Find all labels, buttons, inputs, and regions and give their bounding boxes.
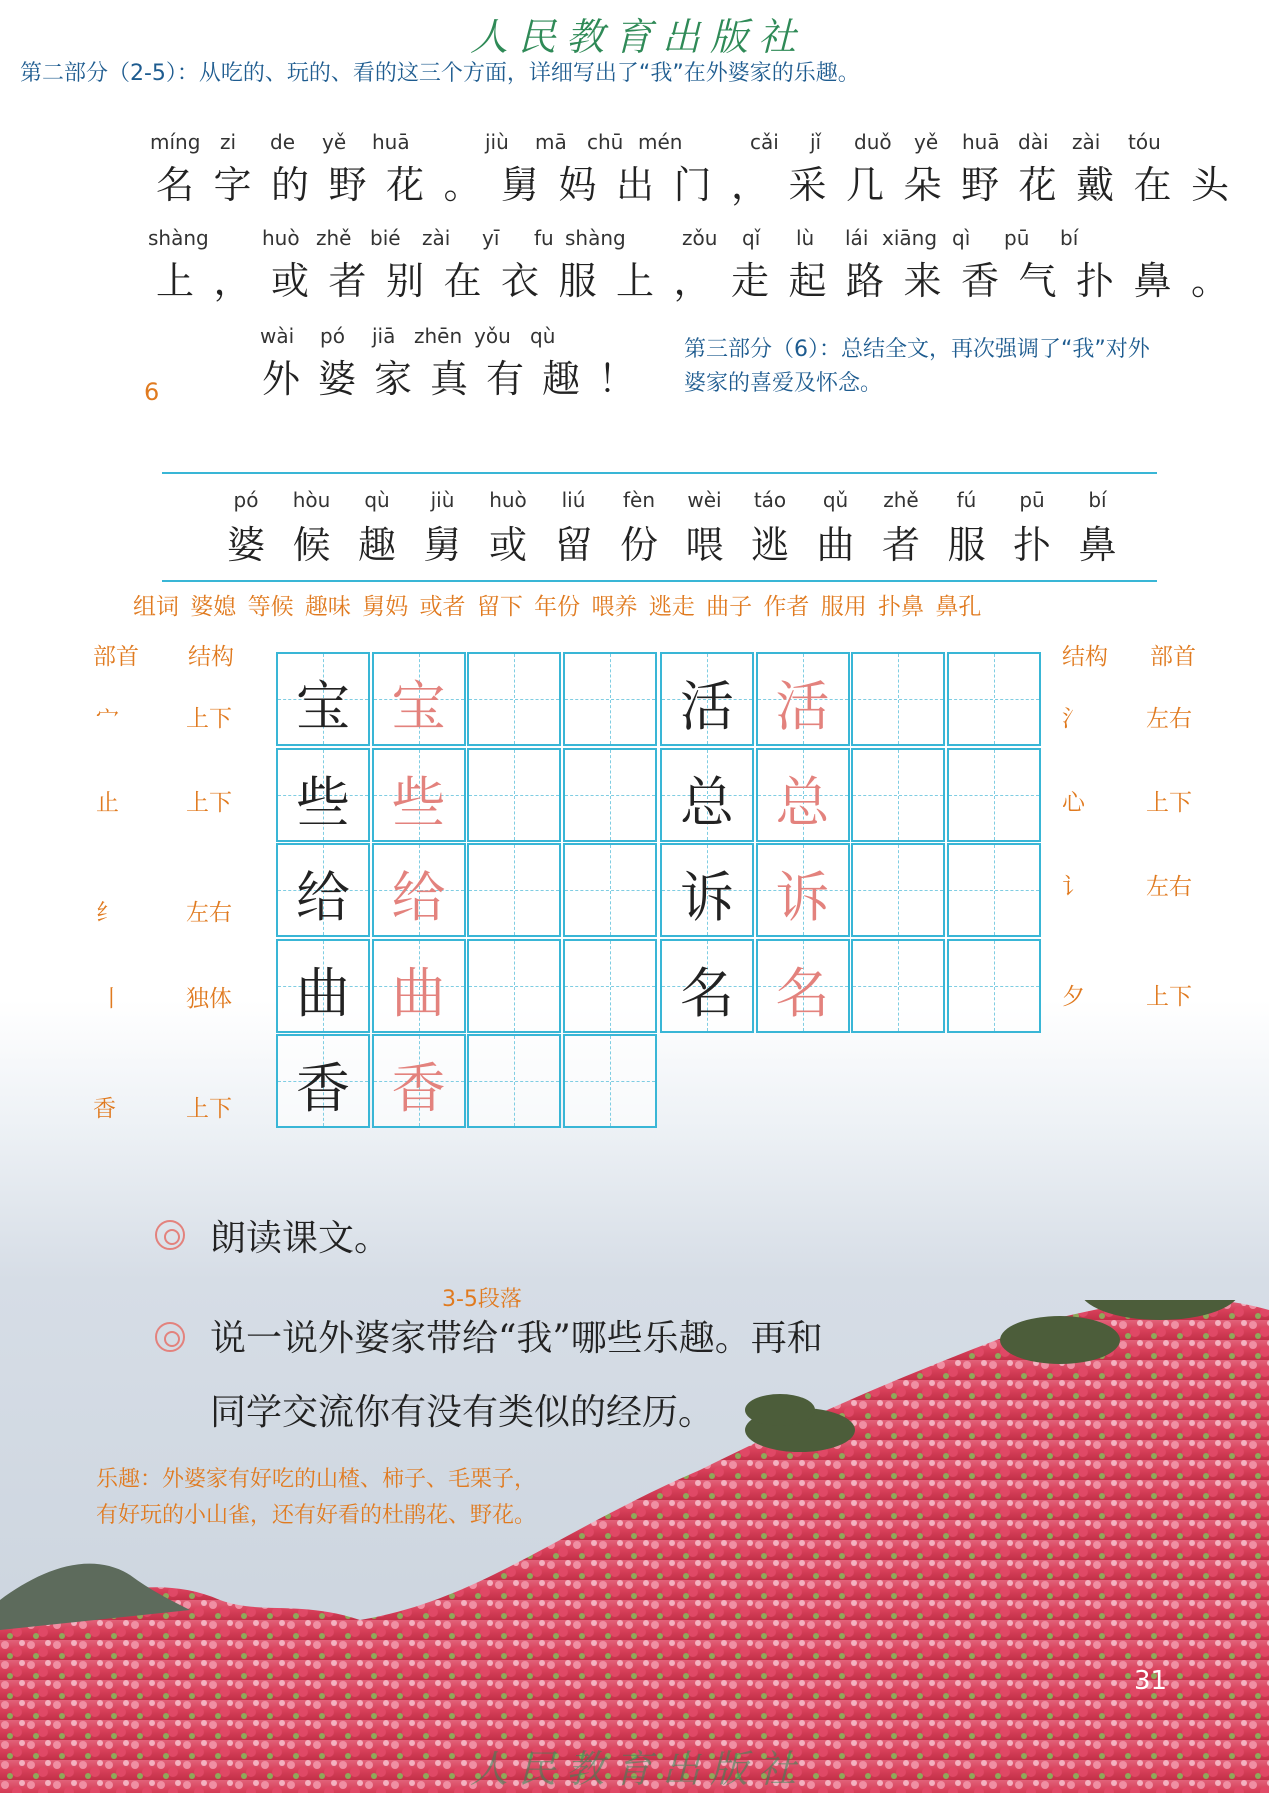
- text-hanzi: 外婆家真有趣！: [262, 357, 655, 401]
- new-char-1: [281, 488, 343, 569]
- pinyin: duǒ: [854, 130, 892, 154]
- pinyin: pó: [320, 324, 345, 348]
- model-char: 诉: [680, 866, 734, 929]
- structure-label: 上下: [1146, 790, 1192, 816]
- new-char-11: [936, 488, 998, 569]
- pinyin: qì: [952, 226, 971, 250]
- model-char: 总: [680, 770, 734, 834]
- new-char-4: [477, 488, 539, 569]
- practice-cell[interactable]: [947, 939, 1041, 1033]
- pinyin: dài: [1018, 130, 1049, 154]
- trace-char: 曲: [391, 961, 446, 1025]
- trace-char: 给: [391, 866, 446, 929]
- new-char-pinyin: jiù: [430, 488, 455, 512]
- practice-cell[interactable]: [563, 652, 657, 746]
- task-bullet-icon: [155, 1322, 185, 1352]
- model-char: 名: [680, 961, 734, 1025]
- task-bullet-icon: [155, 1220, 185, 1250]
- trace-char-cell: [756, 748, 850, 842]
- new-char-hanzi: 趣: [357, 523, 396, 567]
- new-char-pinyin: fú: [956, 488, 977, 512]
- structure-label: 上下: [186, 706, 232, 732]
- structure-label: 上下: [1146, 984, 1192, 1010]
- trace-char: 香: [391, 1057, 446, 1120]
- pinyin: lù: [796, 226, 815, 250]
- right-radical-header: 部首: [1150, 644, 1196, 670]
- new-char-pinyin: zhě: [883, 488, 919, 512]
- trace-char-cell: [372, 1034, 466, 1128]
- practice-cell[interactable]: [467, 939, 561, 1033]
- pinyin: qù: [530, 324, 556, 348]
- pinyin: zi: [220, 130, 237, 154]
- pinyin: cǎi: [750, 130, 779, 154]
- radical-label: 心: [1062, 790, 1085, 816]
- word-combinations: 组词 婆媳 等候 趣味 舅妈 或者 留下 年份 喂养 逃走 曲子 作者 服用 扑鼻 鼻孔: [133, 594, 982, 620]
- practice-cell[interactable]: [563, 843, 657, 937]
- new-char-pinyin: bí: [1088, 488, 1107, 512]
- new-char-9: [805, 488, 867, 569]
- trace-char: 些: [391, 770, 446, 834]
- divider-bottom: [162, 580, 1157, 582]
- pinyin: jǐ: [810, 130, 822, 154]
- task-2-line1: 说一说外婆家带给“我”哪些乐趣。再和: [210, 1318, 823, 1359]
- practice-cell[interactable]: [563, 1034, 657, 1128]
- publisher-watermark-footer: 人民教育出版社: [470, 1747, 807, 1791]
- pinyin: mā: [535, 130, 567, 154]
- new-char-hanzi: 婆: [226, 523, 265, 567]
- practice-cell[interactable]: [947, 748, 1041, 842]
- page-number: 31: [1134, 1666, 1168, 1696]
- pinyin: zǒu: [682, 226, 718, 250]
- pinyin: míng: [150, 130, 201, 154]
- new-char-8: [739, 488, 801, 569]
- structure-label: 上下: [186, 790, 232, 816]
- pinyin: fu: [534, 226, 554, 250]
- structure-label: 独体: [186, 986, 232, 1012]
- model-char: 活: [680, 675, 734, 738]
- pinyin: shàng: [148, 226, 209, 250]
- annotation-part3-line1: 第三部分（6）：总结全文，再次强调了“我”对外: [684, 337, 1150, 362]
- new-char-pinyin: táo: [753, 488, 787, 512]
- new-char-hanzi: 扑: [1012, 523, 1051, 567]
- new-char-hanzi: 曲: [816, 523, 855, 567]
- pinyin: huā: [962, 130, 1000, 154]
- model-char: 香: [296, 1057, 350, 1120]
- new-char-pinyin: fèn: [622, 488, 656, 512]
- publisher-logo: 人民教育出版社: [470, 15, 807, 59]
- model-char: 曲: [296, 961, 350, 1025]
- pinyin: yě: [914, 130, 939, 154]
- new-char-pinyin: pó: [233, 488, 259, 512]
- pinyin: jiā: [372, 324, 396, 348]
- new-char-5: [543, 488, 605, 569]
- practice-cell[interactable]: [851, 843, 945, 937]
- practice-cell[interactable]: [851, 939, 945, 1033]
- model-char-cell: [660, 748, 754, 842]
- new-char-10: [870, 488, 932, 569]
- new-char-hanzi: 候: [292, 523, 331, 567]
- new-char-12: [1001, 488, 1063, 569]
- pinyin: tóu: [1128, 130, 1161, 154]
- pinyin: de: [270, 130, 295, 154]
- new-char-pinyin: liú: [561, 488, 586, 512]
- new-char-pinyin: huò: [489, 488, 527, 512]
- trace-char: 活: [775, 675, 830, 738]
- pinyin: mén: [638, 130, 683, 154]
- pinyin: xiāng: [882, 226, 938, 250]
- radical-label: 止: [96, 790, 119, 816]
- model-char-cell: [660, 652, 754, 746]
- pinyin: qǐ: [742, 226, 761, 250]
- new-char-hanzi: 舅: [423, 523, 462, 567]
- pinyin: yǒu: [474, 324, 511, 348]
- new-char-hanzi: 或: [488, 523, 527, 567]
- new-char-7: [674, 488, 736, 569]
- annotation-part3-line2: 婆家的喜爱及怀念。: [684, 371, 883, 396]
- radical-label: 纟: [96, 900, 119, 926]
- trace-char-cell: [756, 652, 850, 746]
- task-2-line2: 同学交流你有没有类似的经历。: [210, 1392, 715, 1433]
- text-hanzi: 名字的野花。舅妈出门，采几朵野花戴在头: [156, 163, 1249, 207]
- radical-label: 夕: [1062, 984, 1085, 1010]
- model-char-cell: [660, 939, 754, 1033]
- pinyin: zhēn: [414, 324, 463, 348]
- annotation-part2: 第二部分（2-5）：从吃的、玩的、看的这三个方面，详细写出了“我”在外婆家的乐趣。: [20, 61, 860, 86]
- new-char-6: [608, 488, 670, 569]
- pinyin: jiù: [485, 130, 509, 154]
- new-char-hanzi: 份: [619, 523, 658, 567]
- pinyin: zhě: [316, 226, 352, 250]
- pinyin: chū: [587, 130, 624, 154]
- radical-label: 香: [93, 1096, 116, 1122]
- paragraph-number: 6: [144, 378, 160, 406]
- pinyin: wài: [260, 324, 295, 348]
- left-radical-header: 部首: [93, 644, 139, 670]
- model-char-cell: [276, 1034, 370, 1128]
- new-char-hanzi: 者: [881, 523, 920, 567]
- flower-hill-image: [0, 1300, 1269, 1793]
- practice-cell[interactable]: [563, 939, 657, 1033]
- divider-top: [162, 472, 1157, 474]
- model-char-cell: [276, 748, 370, 842]
- trace-char-cell: [372, 652, 466, 746]
- structure-label: 上下: [186, 1096, 232, 1122]
- new-char-hanzi: 留: [554, 523, 593, 567]
- structure-label: 左右: [1146, 706, 1192, 732]
- radical-label: 氵: [1062, 706, 1085, 732]
- trace-char-cell: [756, 843, 850, 937]
- practice-cell[interactable]: [947, 652, 1041, 746]
- practice-cell[interactable]: [467, 843, 561, 937]
- model-char: 些: [296, 770, 350, 834]
- practice-cell[interactable]: [947, 843, 1041, 937]
- trace-char: 名: [775, 961, 830, 1025]
- model-char: 给: [296, 866, 350, 929]
- practice-cell[interactable]: [467, 748, 561, 842]
- radical-label: 讠: [1062, 874, 1085, 900]
- trace-char-cell: [372, 843, 466, 937]
- new-characters-row: [215, 488, 1117, 567]
- structure-label: 左右: [186, 900, 232, 926]
- pinyin: pū: [1004, 226, 1030, 250]
- new-char-hanzi: 喂: [685, 523, 724, 567]
- trace-char-cell: [372, 748, 466, 842]
- text-hanzi: 上，或者别在衣服上，走起路来香气扑鼻。: [156, 259, 1249, 303]
- pinyin: lái: [845, 226, 869, 250]
- new-char-13: [1067, 488, 1129, 569]
- left-structure-header: 结构: [188, 644, 234, 670]
- new-char-pinyin: pū: [1019, 488, 1045, 512]
- practice-cell[interactable]: [467, 652, 561, 746]
- practice-cell[interactable]: [467, 1034, 561, 1128]
- radical-label: 宀: [96, 706, 119, 732]
- pinyin: bí: [1060, 226, 1079, 250]
- structure-label: 左右: [1146, 874, 1192, 900]
- new-char-3: [412, 488, 474, 569]
- new-char-2: [346, 488, 408, 569]
- answer-line1: 乐趣：外婆家有好吃的山楂、柿子、毛栗子，: [96, 1467, 537, 1492]
- new-char-0: [215, 488, 277, 569]
- pinyin: huā: [372, 130, 410, 154]
- pinyin: yě: [322, 130, 347, 154]
- pinyin: shàng: [565, 226, 626, 250]
- new-char-pinyin: qù: [364, 488, 390, 512]
- new-char-hanzi: 鼻: [1078, 523, 1117, 567]
- right-structure-header: 结构: [1062, 644, 1108, 670]
- pinyin: zài: [1072, 130, 1101, 154]
- pinyin: huò: [262, 226, 300, 250]
- task2-note: 3-5段落: [442, 1287, 522, 1312]
- pinyin: bié: [370, 226, 401, 250]
- trace-char-cell: [756, 939, 850, 1033]
- new-char-pinyin: qǔ: [822, 488, 849, 512]
- new-char-pinyin: wèi: [687, 488, 722, 512]
- practice-cell[interactable]: [851, 652, 945, 746]
- practice-cell[interactable]: [563, 748, 657, 842]
- practice-cell[interactable]: [851, 748, 945, 842]
- trace-char: 诉: [775, 866, 830, 929]
- model-char-cell: [276, 652, 370, 746]
- trace-char: 总: [775, 770, 830, 834]
- radical-label: 丨: [100, 986, 123, 1012]
- model-char-cell: [276, 843, 370, 937]
- model-char: 宝: [296, 675, 350, 738]
- new-char-pinyin: hòu: [292, 488, 331, 512]
- model-char-cell: [276, 939, 370, 1033]
- answer-line2: 有好玩的小山雀，还有好看的杜鹃花、野花。: [96, 1503, 537, 1528]
- task-1: 朗读课文。: [210, 1218, 391, 1259]
- model-char-cell: [660, 843, 754, 937]
- pinyin: zài: [422, 226, 451, 250]
- pinyin: yī: [482, 226, 500, 250]
- new-char-hanzi: 逃: [750, 523, 789, 567]
- new-char-hanzi: 服: [947, 523, 986, 567]
- trace-char-cell: [372, 939, 466, 1033]
- trace-char: 宝: [391, 675, 446, 738]
